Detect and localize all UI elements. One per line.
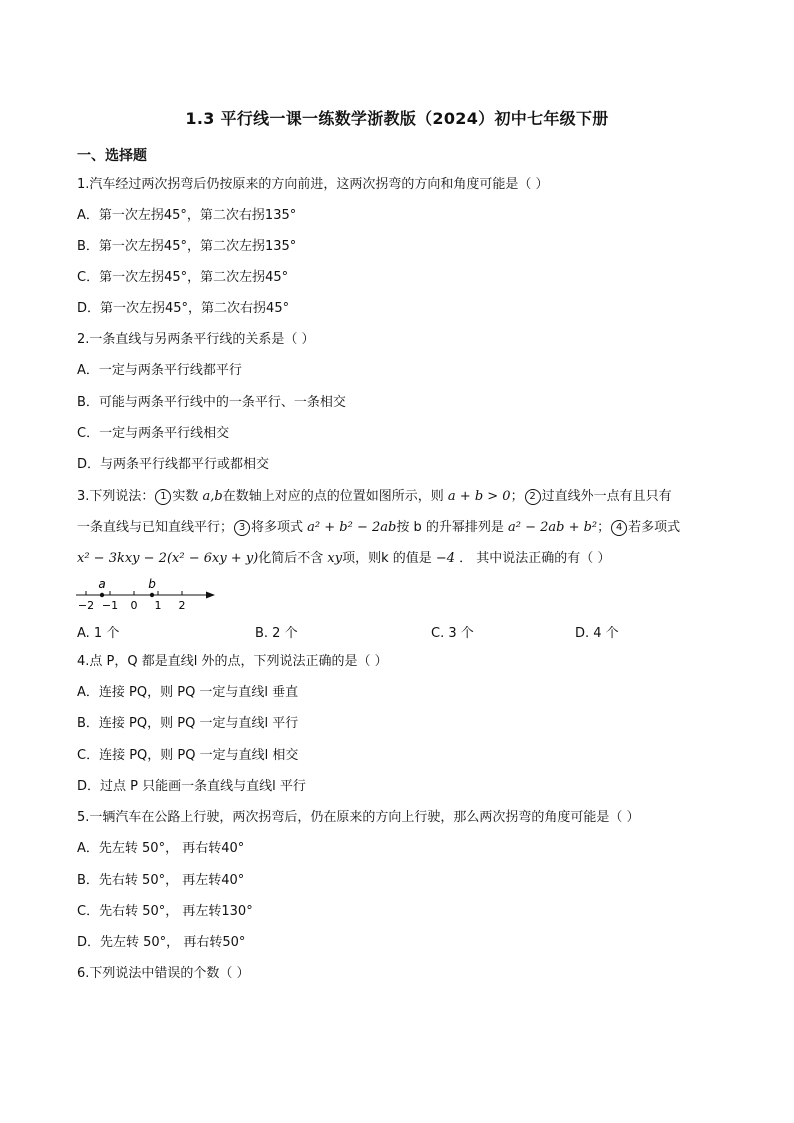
q1-option-b: B．第一次左拐45°，第二次左拐135°	[77, 239, 297, 254]
q3-text: 3.下列说法：	[77, 489, 155, 504]
q1-option-c: C．第一次左拐45°，第二次左拐45°	[77, 270, 289, 285]
q3-math-xy: xy	[327, 551, 343, 566]
q3-math-expression: x² − 3kxy − 2(x² − 6xy + y)	[77, 551, 259, 566]
q3-line-1	[77, 488, 672, 506]
q3-line-2	[77, 519, 680, 537]
q3-math-polynomial: a² + b² − 2ab	[307, 520, 397, 535]
q6-stem: 6.下列说法中错误的个数（ ）	[77, 966, 250, 981]
q3-math-polynomial-sorted: a² − 2ab + b²	[507, 520, 598, 535]
circled-number-3: 3	[234, 520, 250, 536]
q5-option-c: C．先右转 50°， 再左转130°	[77, 904, 253, 919]
q3-text: 在数轴上对应的点的位置如图所示，则	[222, 489, 448, 504]
point-a-label: a	[98, 577, 106, 591]
q3-math-ab: a,b	[202, 489, 223, 504]
q5-stem: 5.一辆汽车在公路上行驶，两次拐弯后，仍在原来的方向上行驶，那么两次拐弯的角度可能是（ ）	[77, 810, 640, 825]
q5-option-d: D．先左转 50°， 再右转50°	[77, 935, 246, 950]
q3-text: 化简后不含	[258, 551, 328, 566]
tick-label: 2	[178, 599, 186, 612]
q3-line-3	[77, 550, 610, 568]
circled-number-4: 4	[611, 520, 627, 536]
q3-options	[77, 622, 637, 640]
q3-option-c: C. 3 个	[431, 626, 474, 641]
q2-option-d: D．与两条平行线都平行或都相交	[77, 457, 270, 472]
q2-stem: 2.一条直线与另两条平行线的关系是（ ）	[77, 332, 315, 347]
q1-option-a: A．第一次左拐45°，第二次右拐135°	[77, 208, 297, 223]
q4-stem: 4.点 P，Q 都是直线l 外的点，下列说法正确的是（ ）	[77, 654, 388, 669]
q3-text: 按 b 的升幂排列是	[396, 520, 508, 535]
tick-label: 1	[154, 599, 162, 612]
q3-text: 过直线外一点有且只有	[541, 489, 672, 504]
q3-text: 项，则k 的值是	[342, 551, 436, 566]
point-b-label: b	[148, 577, 156, 591]
point-b-dot	[150, 593, 154, 597]
section-heading: 一、选择题	[77, 148, 147, 164]
circled-number-2: 2	[525, 489, 541, 505]
q3-text: 若多项式	[628, 520, 681, 535]
q3-text: 一条直线与已知直线平行；	[77, 520, 234, 535]
tick-label: 0	[130, 599, 138, 612]
q2-option-a: A．一定与两条平行线都平行	[77, 363, 242, 378]
q5-option-a: A．先左转 50°， 再右转40°	[77, 841, 245, 856]
q3-text: 实数	[172, 489, 203, 504]
tick-label: −1	[101, 599, 119, 612]
q2-option-b: B．可能与两条平行线中的一条平行、一条相交	[77, 395, 346, 410]
q3-option-a: A. 1 个	[77, 626, 120, 641]
q5-option-b: B．先右转 50°， 再左转40°	[77, 873, 245, 888]
arrow-right-icon	[206, 592, 215, 599]
q2-option-c: C．一定与两条平行线相交	[77, 426, 230, 441]
q4-option-a: A．连接 PQ，则 PQ 一定与直线l 垂直	[77, 685, 299, 700]
q3-text: 将多项式	[251, 520, 308, 535]
q1-option-d: D．第一次左拐45°，第二次右拐45°	[77, 301, 290, 316]
q3-text: ；	[510, 489, 524, 504]
q1-stem: 1.汽车经过两次拐弯后仍按原来的方向前进，这两次拐弯的方向和角度可能是（ ）	[77, 177, 549, 192]
number-line-figure	[72, 574, 222, 614]
q3-math-inequality: a + b > 0	[447, 489, 511, 504]
q4-option-d: D．过点 P 只能画一条直线与直线l 平行	[77, 779, 306, 794]
q4-option-c: C．连接 PQ，则 PQ 一定与直线l 相交	[77, 748, 299, 763]
q3-option-d: D. 4 个	[575, 626, 619, 641]
point-a-dot	[100, 593, 104, 597]
q3-math-value: −4	[435, 551, 456, 566]
page-title: 1.3 平行线一课一练数学浙教版（2024）初中七年级下册	[185, 109, 609, 128]
q4-option-b: B．连接 PQ，则 PQ 一定与直线l 平行	[77, 716, 299, 731]
circled-number-1: 1	[155, 489, 171, 505]
q3-text: ；	[597, 520, 611, 535]
tick-label: −2	[77, 599, 95, 612]
q3-option-b: B. 2 个	[255, 626, 298, 641]
q3-text: ． 其中说法正确的有（ ）	[455, 551, 611, 566]
